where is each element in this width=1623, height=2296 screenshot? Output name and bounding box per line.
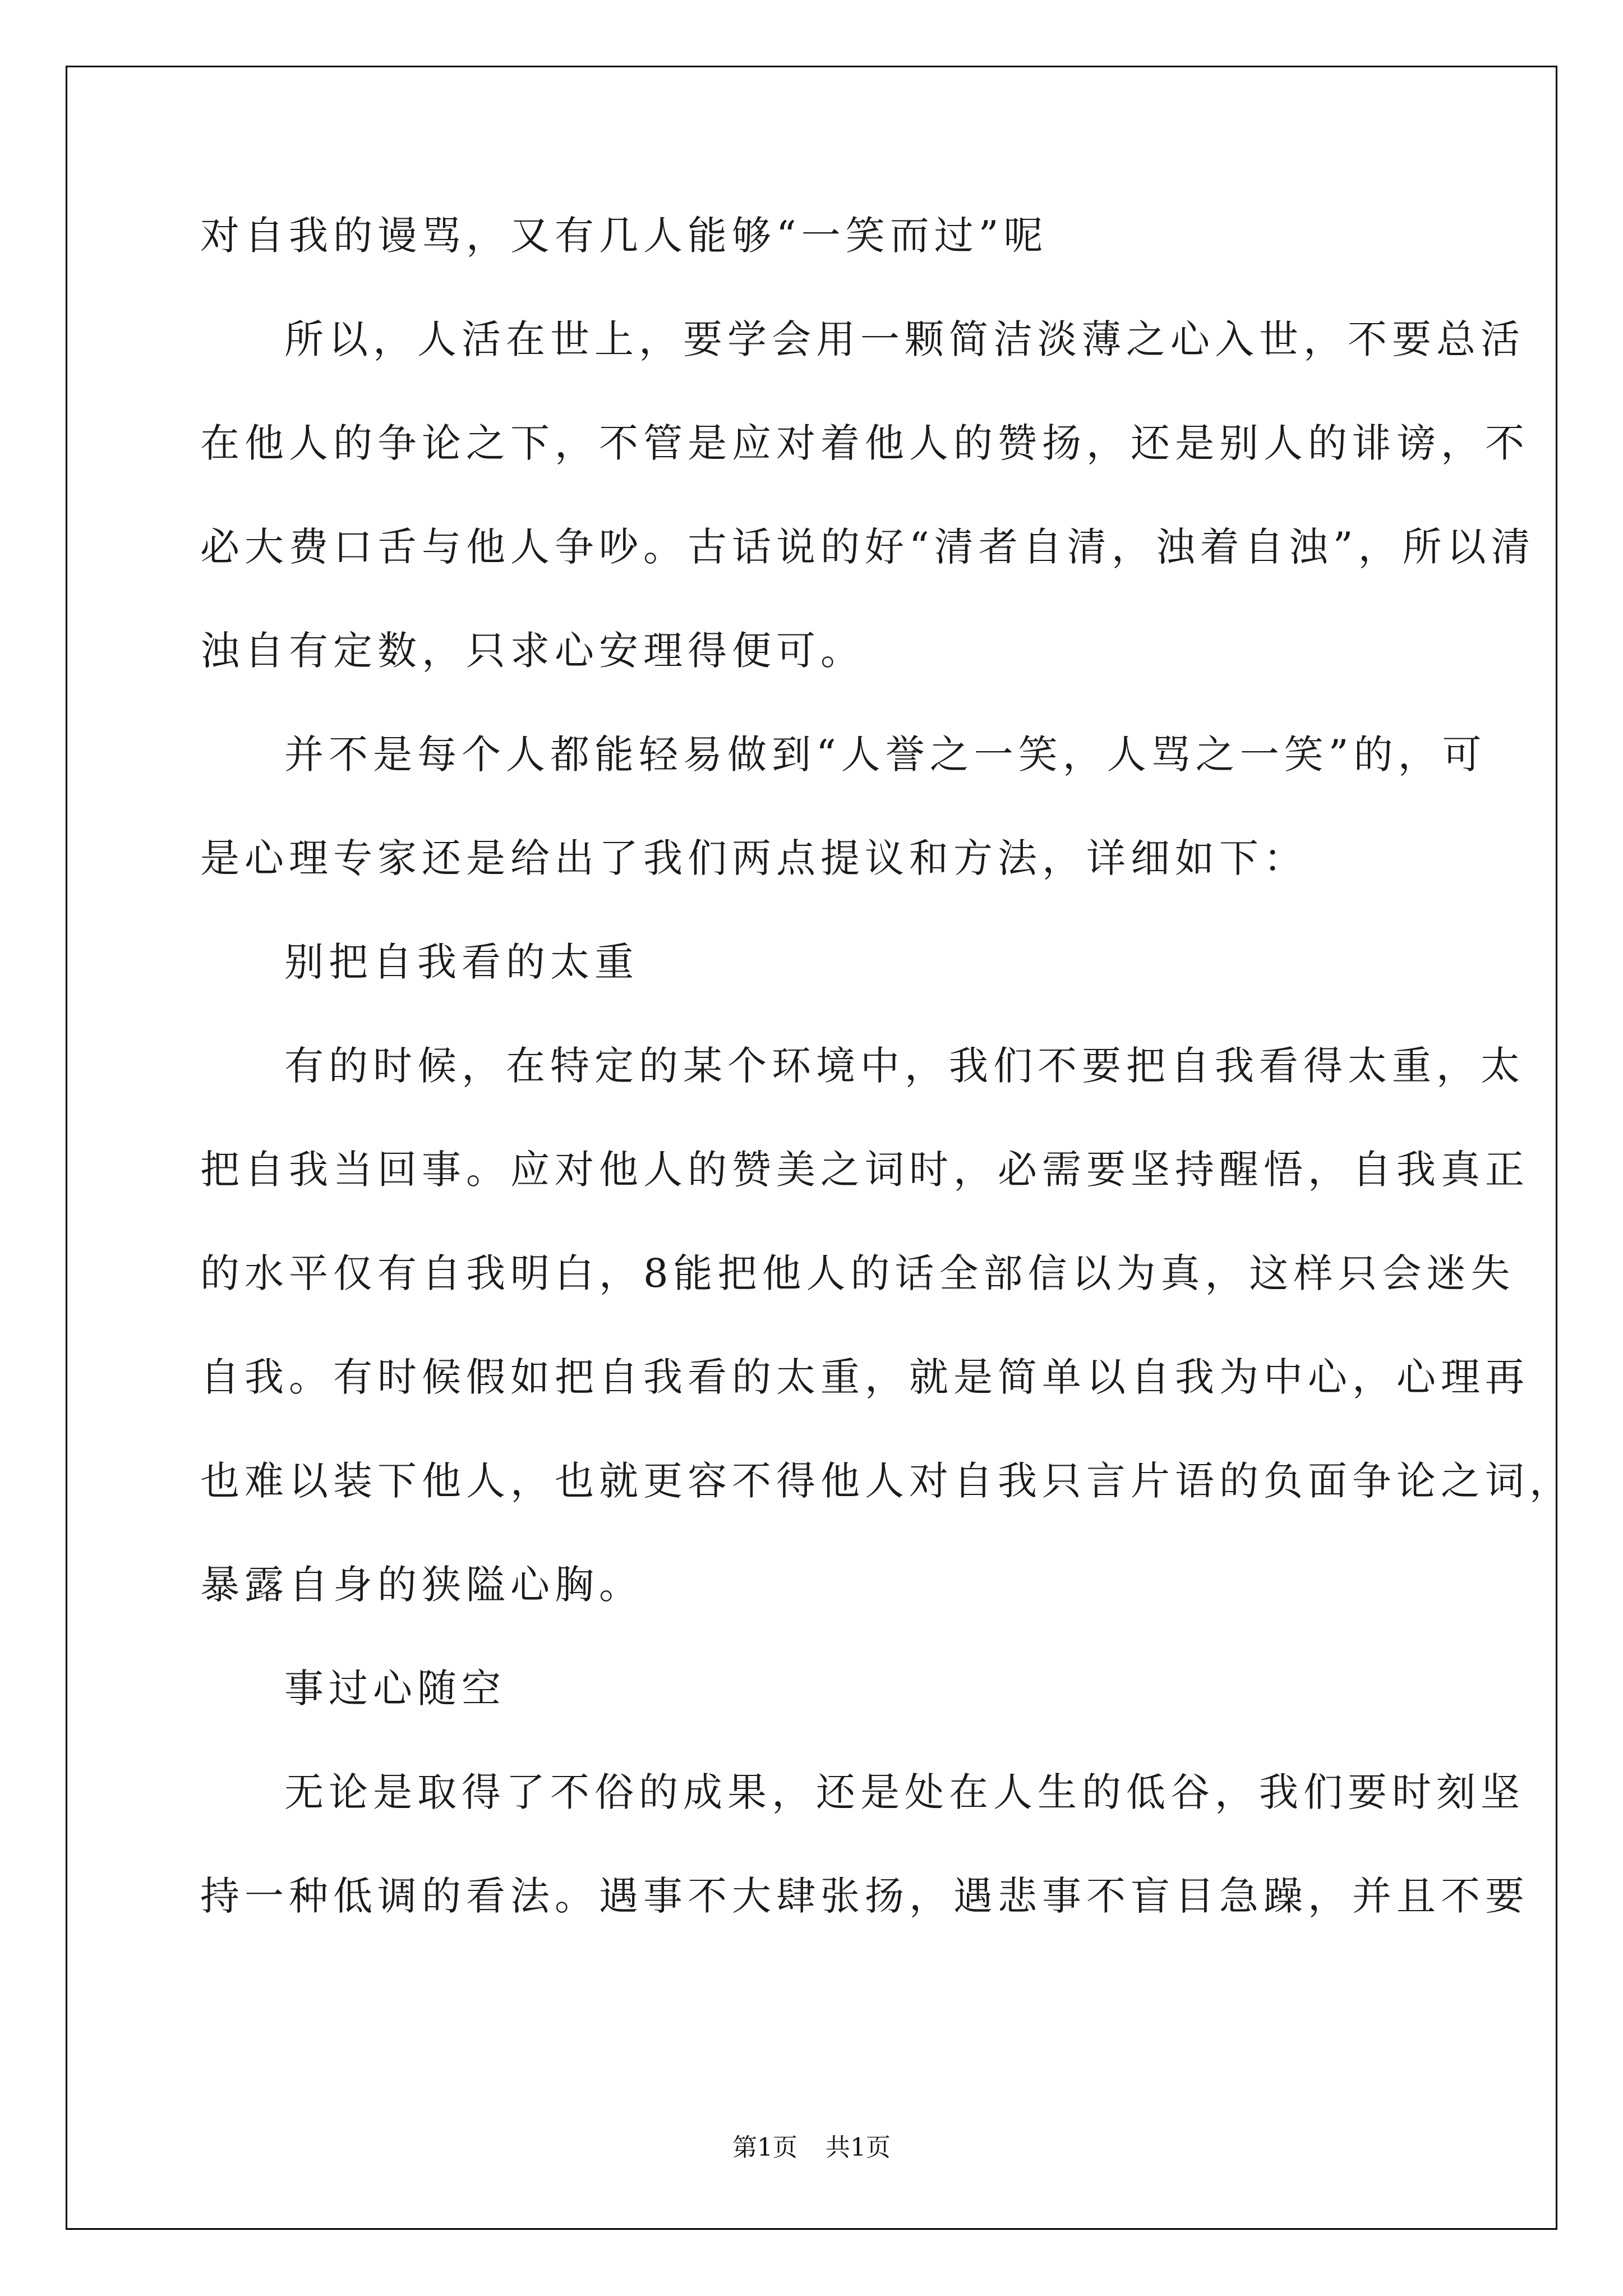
section-heading: 别把自我看的太重 bbox=[284, 939, 639, 985]
text-line: 持一种低调的看法。遇事不大肆张扬，遇悲事不盲目急躁，并且不要 bbox=[200, 1873, 1529, 1919]
page-number-current: 第1页 bbox=[732, 2133, 797, 2162]
text-line: 必大费口舌与他人争吵。古话说的好“清者自清，浊着自浊”，所以清 bbox=[200, 524, 1536, 570]
paragraph-start-line: 有的时候，在特定的某个环境中，我们不要把自我看得太重，太 bbox=[284, 1043, 1525, 1089]
text-line: 的水平仅有自我明白，8能把他人的话全部信以为真，这样只会迷失 bbox=[200, 1250, 1515, 1296]
text-line: 也难以装下他人，也就更容不得他人对自我只言片语的负面争论之词， bbox=[200, 1458, 1574, 1504]
paragraph-start-line: 并不是每个人都能轻易做到“人誉之一笑，人骂之一笑”的，可 bbox=[284, 731, 1487, 777]
paragraph-start-line: 无论是取得了不俗的成果，还是处在人生的低谷，我们要时刻坚 bbox=[284, 1769, 1525, 1815]
text-line: 自我。有时候假如把自我看的太重，就是简单以自我为中心，心理再 bbox=[200, 1354, 1529, 1400]
text-line: 暴露自身的狭隘心胸。 bbox=[200, 1562, 643, 1608]
text-line: 把自我当回事。应对他人的赞美之词时，必需要坚持醒悟，自我真正 bbox=[200, 1147, 1529, 1193]
section-heading: 事过心随空 bbox=[284, 1665, 506, 1711]
text-line: 对自我的谩骂，又有几人能够“一笑而过”呢 bbox=[200, 213, 1048, 259]
text-line: 浊自有定数，只求心安理得便可。 bbox=[200, 628, 865, 674]
text-line: 是心理专家还是给出了我们两点提议和方法，详细如下： bbox=[200, 835, 1308, 881]
paragraph-start-line: 所以，人活在世上，要学会用一颗简洁淡薄之心入世，不要总活 bbox=[284, 316, 1525, 362]
text-line: 在他人的争论之下，不管是应对着他人的赞扬，还是别人的诽谤，不 bbox=[200, 420, 1529, 466]
page-number-total: 共1页 bbox=[826, 2133, 891, 2162]
page-footer bbox=[0, 2127, 1623, 2163]
